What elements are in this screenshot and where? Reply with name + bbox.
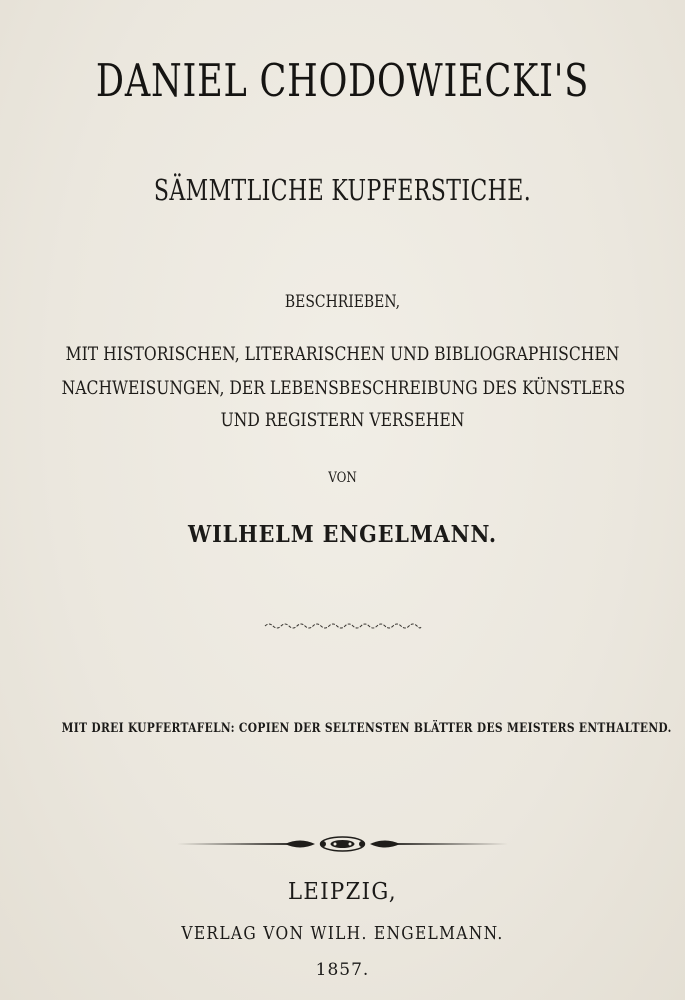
description-line-1: MIT HISTORISCHEN, LITERARISCHEN UND BIBLIOGRAPHISCHEN <box>65 343 620 365</box>
publisher-name: VERLAG VON WILH. ENGELMANN. <box>181 923 504 944</box>
description-line-3: UND REGISTERN VERSEHEN <box>220 409 465 431</box>
plates-note: MIT DREI KUPFERTAFELN: COPIEN DER SELTENSTEN BLÄTTER DES MEISTERS ENTHALTEND. <box>61 721 672 736</box>
description-line-2: NACHWEISUNGEN, DER LEBENSBESCHREIBUNG DES KÜNSTLERS <box>61 377 626 399</box>
publication-year: 1857. <box>315 960 370 980</box>
described-label: BESCHRIEBEN, <box>284 292 401 312</box>
book-subtitle: SÄMMTLICHE KUPFERSTICHE. <box>153 173 532 207</box>
wavy-rule-icon <box>263 620 423 632</box>
author-name: WILHELM ENGELMANN. <box>187 521 498 548</box>
by-label: VON <box>328 470 357 486</box>
book-title: DANIEL CHODOWIECKI'S <box>95 54 590 107</box>
ornamental-rule-icon <box>175 833 510 855</box>
publication-place: LEIPZIG, <box>287 879 398 905</box>
